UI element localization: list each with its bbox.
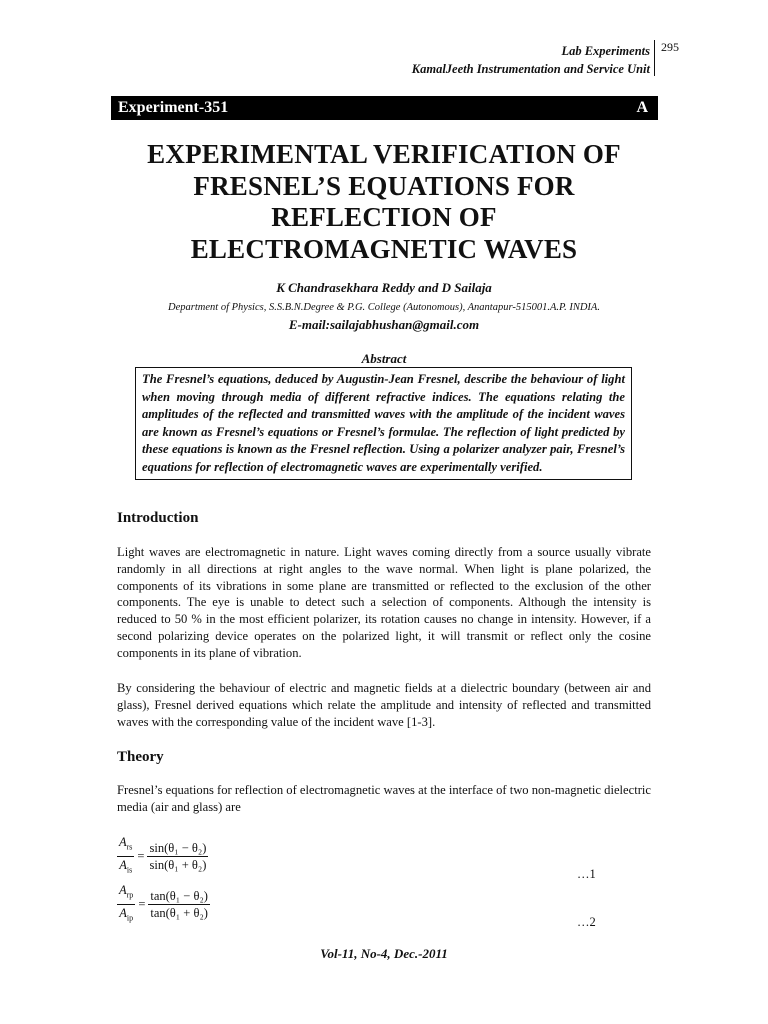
header-line-1: Lab Experiments <box>561 44 650 58</box>
abstract-heading: Abstract <box>361 351 407 366</box>
eq2-lhs-den-sub: ip <box>126 913 134 922</box>
eq2-equals: = <box>138 896 146 911</box>
introduction-paragraph-1: Light waves are electromagnetic in nature. Light waves coming directly from a source usually vibrate randomly in all directions at right angles to the wave normal. When light is plane polarized, the components of its vibrations in some plane are transmitted or reflected to the exclusion of the other components. The eye is unable to detect such a selection of components. Although the intensity is reduced to 50 % in the most efficient polarizer, its rotation causes no change in intensity. However, if a second polarizing device operates on the polarized light, it will transmit or reflect only the cosine components in its plane of vibration. <box>117 545 651 660</box>
equation-2-number: …2 <box>577 915 596 929</box>
authors: K Chandrasekhara Reddy and D Sailaja <box>276 280 492 295</box>
title-line-4: ELECTROMAGNETIC WAVES <box>190 233 578 264</box>
eq2-lhs-fraction <box>117 882 135 926</box>
running-header <box>412 42 650 78</box>
affiliation: Department of Physics, S.S.B.N.Degree & P.G. College (Autonomous), Anantapur-515001.A.P. INDIA. <box>168 302 600 313</box>
eq2-rhs-den: tan(θ₁ + θ₂) <box>150 905 208 920</box>
eq1-rhs-den: sin(θ₁ + θ₂) <box>149 857 207 872</box>
eq2-lhs-den: A <box>119 905 127 920</box>
abstract-text: The Fresnel’s equations, deduced by Augustin-Jean Fresnel, describe the behaviour of light when moving through media of different refractive indices. The equations relating the amplitudes of the reflected and transmitted waves with the amplitude of the incident waves are known as Fresnel’s equations or Fresnel’s formulae. The reflection of light predicted by these equations is known as the Fresnel reflection. Using a polarizer analyzer pair, Fresnel’s equations for reflection of electromagnetic waves are experimentally verified. <box>142 372 625 474</box>
title-line-2: FRESNEL’S EQUATIONS FOR <box>193 170 575 201</box>
title-line-3: REFLECTION OF <box>271 202 497 232</box>
email: E-mail:sailajabhushan@gmail.com <box>288 317 480 332</box>
eq1-equals: = <box>137 848 145 863</box>
theory-paragraph: Fresnel’s equations for reflection of electromagnetic waves at the interface of two non-magnetic dielectric media (air and glass) are <box>117 783 651 814</box>
journal-footer: Vol-11, No-4, Dec.-2011 <box>320 946 448 961</box>
eq1-rhs-fraction <box>147 840 208 873</box>
experiment-bar <box>111 96 658 120</box>
equation-2 <box>117 882 210 926</box>
eq1-lhs-num-sub: rs <box>126 842 133 852</box>
paper-title <box>80 139 688 265</box>
eq2-lhs-num-sub: rp <box>126 890 134 900</box>
eq1-lhs-num: A <box>119 835 127 849</box>
experiment-code: A <box>636 99 648 116</box>
abstract-box <box>135 367 632 480</box>
introduction-paragraph-2: By considering the behaviour of electric and magnetic fields at a dielectric boundary (between air and glass), Fresnel derived equations which relate the amplitude and intensity of reflected and transmitted waves with the corresponding value of the incident wave [1-3]. <box>117 681 651 729</box>
eq2-rhs-num: tan(θ₁ − θ₂) <box>150 888 208 903</box>
page-number: 295 <box>654 40 679 76</box>
eq2-rhs-fraction <box>148 888 210 921</box>
equation-1 <box>117 834 208 878</box>
introduction-heading: Introduction <box>117 510 199 526</box>
eq1-rhs-num: sin(θ₁ − θ₂) <box>149 840 207 855</box>
header-line-2: KamalJeeth Instrumentation and Service Unit <box>411 62 650 76</box>
eq2-lhs-num: A <box>119 883 127 897</box>
equation-1-number: …1 <box>577 867 596 881</box>
eq1-lhs-den: A <box>119 857 127 872</box>
eq1-lhs-den-sub: is <box>126 865 133 874</box>
experiment-label: Experiment-351 <box>118 99 229 116</box>
theory-heading: Theory <box>117 749 164 765</box>
eq1-lhs-fraction <box>117 834 134 878</box>
title-line-1: EXPERIMENTAL VERIFICATION OF <box>147 139 621 169</box>
